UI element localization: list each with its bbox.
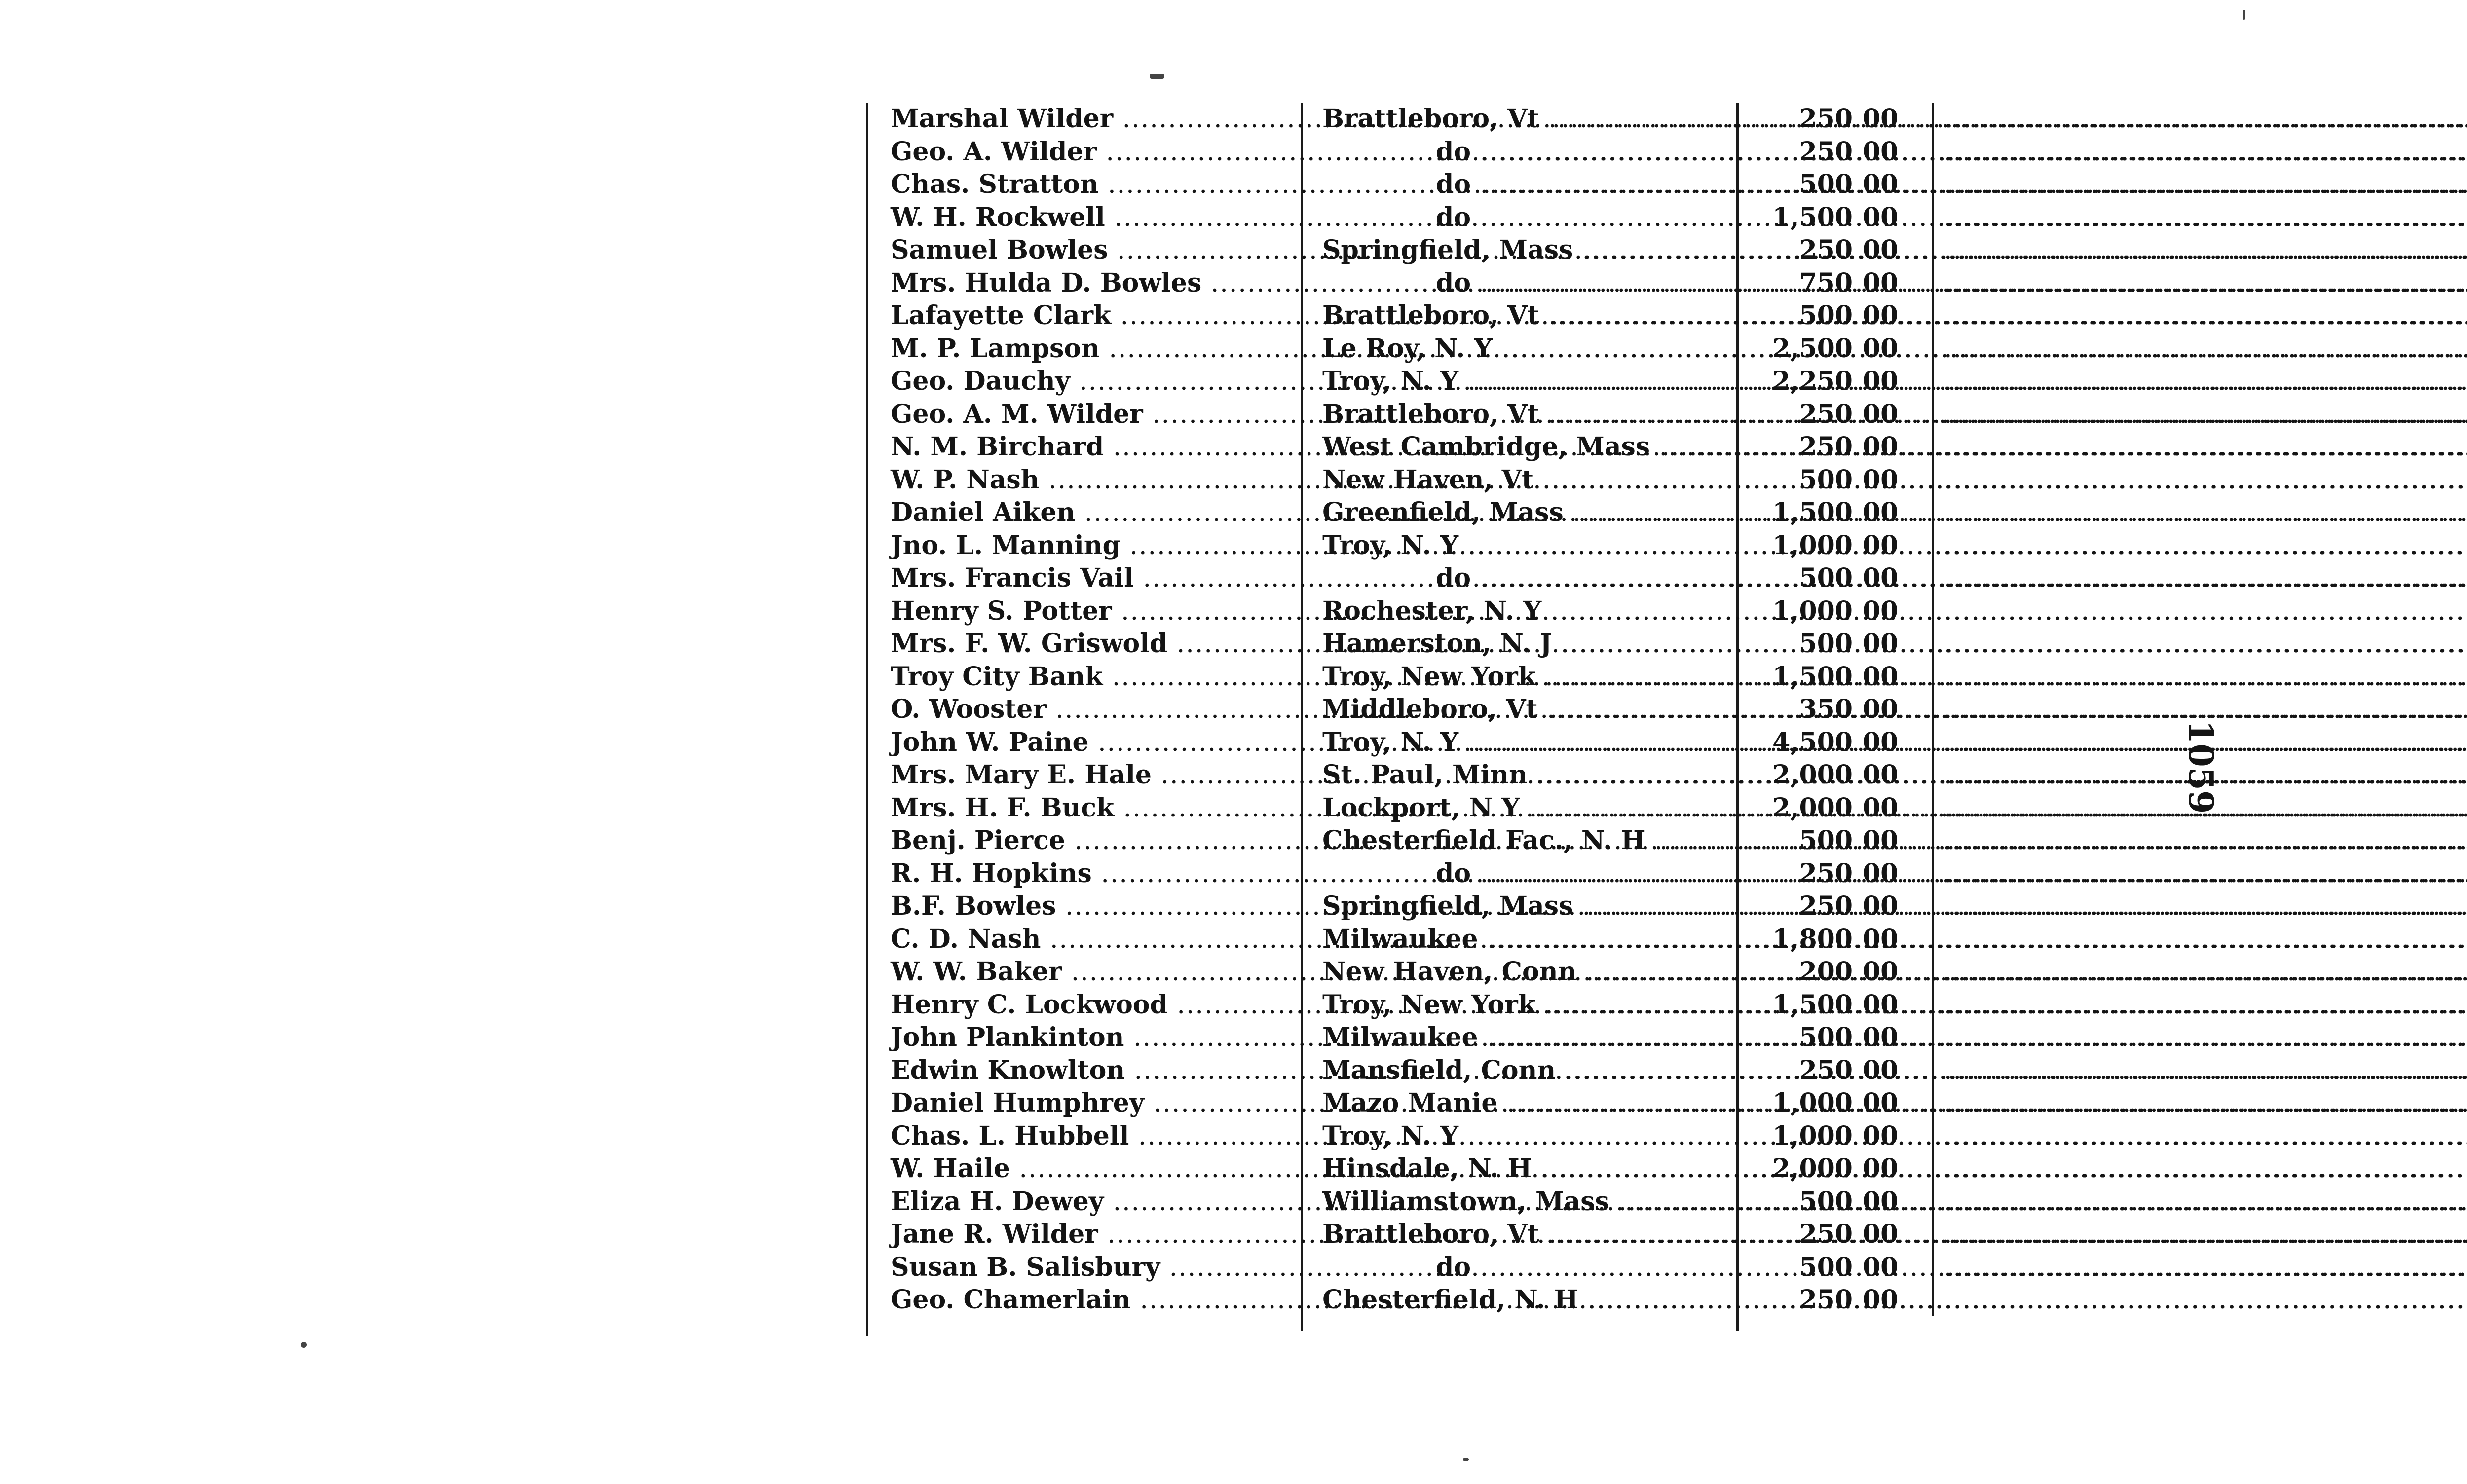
- subscription-amount: 1,000: [1772, 1120, 1853, 1151]
- blank-leader-column: [1944, 299, 2112, 333]
- ledger-row: [861, 365, 2154, 398]
- subscriber-name: B.F. Bowles .....: [891, 890, 1169, 923]
- ledger-row: [861, 923, 2154, 956]
- subscription-cents: 00: [1863, 1219, 1899, 1249]
- subscription-cents: 00: [1863, 792, 1899, 823]
- subscription-cents: 00: [1863, 1285, 1899, 1315]
- subscriber-name: Troy City Bank .....: [891, 661, 1169, 694]
- ledger-row: [861, 628, 2154, 661]
- blank-leader-column: [1944, 562, 2112, 595]
- subscriber-place: New Haven, Conn .....: [1322, 956, 1601, 989]
- subscriber-name: W. W. Baker .....: [891, 956, 1169, 989]
- subscription-cents: 00: [1863, 1252, 1899, 1282]
- subscriber-name: Susan B. Salisbury .....: [891, 1251, 1169, 1284]
- subscription-cents: 00: [1863, 563, 1899, 593]
- subscription-cents: 00: [1863, 891, 1899, 921]
- blank-leader-column: [1944, 1284, 2112, 1317]
- subscription-cents: 00: [1863, 760, 1899, 790]
- subscription-amount: 500: [1799, 563, 1853, 593]
- ledger-row: [861, 1054, 2154, 1087]
- subscriber-name: C. D. Nash .....: [891, 923, 1169, 956]
- subscription-cents: 00: [1863, 957, 1899, 987]
- print-speck: [1463, 1458, 1469, 1461]
- ledger-row: [861, 333, 2154, 366]
- ledger-row: [861, 824, 2154, 857]
- blank-leader-column: [1944, 1120, 2112, 1153]
- subscriber-ledger: [861, 103, 2154, 1317]
- subscriber-place: Brattleboro, Vt .....: [1322, 103, 1601, 136]
- subscription-cents: 00: [1863, 1186, 1899, 1217]
- subscription-amount: 500: [1799, 1022, 1853, 1052]
- subscription-cents: 00: [1863, 366, 1899, 396]
- subscription-cents: 00: [1863, 858, 1899, 889]
- subscription-cents: 00: [1863, 399, 1899, 429]
- subscription-amount: 1,000: [1772, 595, 1853, 626]
- subscription-cents: 00: [1863, 989, 1899, 1020]
- subscription-amount: 250: [1799, 1055, 1853, 1085]
- subscriber-name: Mrs. H. F. Buck .....: [891, 792, 1169, 825]
- ledger-row: [861, 201, 2154, 234]
- ledger-row: [861, 103, 2154, 136]
- subscription-amount: 200: [1799, 957, 1853, 987]
- subscription-amount: 250: [1799, 104, 1853, 134]
- subscription-amount: 1,000: [1772, 530, 1853, 560]
- ledger-row: [861, 496, 2154, 529]
- subscriber-name: Geo. A. M. Wilder .....: [891, 398, 1169, 431]
- subscriber-name: Lafayette Clark .....: [891, 299, 1169, 333]
- ledger-row: [861, 529, 2154, 562]
- blank-leader-column: [1944, 234, 2112, 267]
- subscriber-place: Williamstown, Mass .....: [1322, 1186, 1601, 1219]
- subscription-amount: 250: [1799, 432, 1853, 462]
- subscription-cents: 00: [1863, 1120, 1899, 1151]
- ledger-row: [861, 168, 2154, 201]
- print-speck: [301, 1342, 307, 1348]
- ledger-row: [861, 1087, 2154, 1120]
- subscriber-place: Troy, N. Y .....: [1322, 529, 1601, 562]
- ledger-row: [861, 267, 2154, 300]
- ledger-row: [861, 595, 2154, 628]
- subscriber-place: Brattleboro, Vt .....: [1322, 398, 1601, 431]
- subscription-amount: 250: [1799, 1285, 1853, 1315]
- subscription-amount: 250: [1799, 235, 1853, 265]
- ledger-row: [861, 693, 2154, 726]
- blank-leader-column: [1944, 1218, 2112, 1251]
- blank-leader-column: [1944, 857, 2112, 890]
- subscriber-place: Milwaukee .....: [1322, 923, 1601, 956]
- subscriber-name: John W. Paine .....: [891, 726, 1169, 759]
- subscription-amount: 500: [1799, 825, 1853, 855]
- ledger-row: [861, 1218, 2154, 1251]
- subscriber-name: Mrs. Francis Vail .....: [891, 562, 1169, 595]
- subscription-cents: 00: [1863, 530, 1899, 560]
- subscriber-place: Chesterfield Fac., N. H .....: [1322, 824, 1601, 857]
- ledger-row: [861, 464, 2154, 497]
- subscriber-place: Brattleboro, Vt .....: [1322, 1218, 1601, 1251]
- subscriber-name: W. P. Nash .....: [891, 464, 1169, 497]
- subscription-cents: 00: [1863, 300, 1899, 331]
- blank-leader-column: [1944, 1152, 2112, 1186]
- subscription-amount: 1,000: [1772, 1088, 1853, 1118]
- subscriber-name: Edwin Knowlton .....: [891, 1054, 1169, 1087]
- subscription-cents: 00: [1863, 727, 1899, 757]
- blank-leader-column: [1944, 693, 2112, 726]
- subscription-cents: 00: [1863, 924, 1899, 954]
- ledger-row: [861, 431, 2154, 464]
- ledger-row: [861, 956, 2154, 989]
- subscriber-name: R. H. Hopkins .....: [891, 857, 1169, 890]
- subscriber-name: Jane R. Wilder .....: [891, 1218, 1169, 1251]
- ledger-row: [861, 1120, 2154, 1153]
- ledger-row: [861, 857, 2154, 890]
- blank-leader-column: [1944, 890, 2112, 923]
- blank-leader-column: [1944, 1021, 2112, 1054]
- blank-leader-column: [1944, 726, 2112, 759]
- blank-leader-column: [1944, 759, 2112, 792]
- subscription-amount: 500: [1799, 629, 1853, 659]
- subscriber-name: Mrs. Hulda D. Bowles .....: [891, 267, 1169, 300]
- ledger-row: [861, 1284, 2154, 1317]
- ledger-row: [861, 792, 2154, 825]
- blank-leader-column: [1944, 136, 2112, 169]
- subscription-amount: 500: [1799, 169, 1853, 199]
- blank-leader-column: [1944, 431, 2112, 464]
- blank-leader-column: [1944, 168, 2112, 201]
- subscriber-name: W. H. Rockwell .....: [891, 201, 1169, 234]
- subscriber-place: do .....: [1322, 562, 1601, 595]
- ledger-row: [861, 299, 2154, 333]
- subscriber-place: Le Roy, N. Y .....: [1322, 333, 1601, 366]
- subscription-amount: 250: [1799, 1219, 1853, 1249]
- subscription-cents: 00: [1863, 169, 1899, 199]
- subscriber-place: Mansfield, Conn .....: [1322, 1054, 1601, 1087]
- blank-leader-column: [1944, 824, 2112, 857]
- subscriber-name: Marshal Wilder .....: [891, 103, 1169, 136]
- subscription-cents: 00: [1863, 464, 1899, 495]
- subscription-cents: 00: [1863, 202, 1899, 232]
- subscriber-name: Eliza H. Dewey .....: [891, 1186, 1169, 1219]
- print-speck: [2243, 10, 2245, 20]
- subscriber-place: St. Paul, Minn .....: [1322, 759, 1601, 792]
- subscription-amount: 2,000: [1772, 760, 1853, 790]
- subscriber-place: New Haven, Vt .....: [1322, 464, 1601, 497]
- subscriber-name: Samuel Bowles .....: [891, 234, 1169, 267]
- subscriber-name: Geo. Dauchy .....: [891, 365, 1169, 398]
- subscriber-place: Troy, N. Y .....: [1322, 1120, 1601, 1153]
- subscriber-place: do .....: [1322, 168, 1601, 201]
- blank-leader-column: [1944, 103, 2112, 136]
- subscription-cents: 00: [1863, 1055, 1899, 1085]
- blank-leader-column: [1944, 1054, 2112, 1087]
- subscriber-place: do .....: [1322, 136, 1601, 169]
- subscription-amount: 250: [1799, 891, 1853, 921]
- subscriber-place: Mazo Manie .....: [1322, 1087, 1601, 1120]
- subscription-amount: 350: [1799, 694, 1853, 724]
- ledger-row: [861, 1186, 2154, 1219]
- ledger-row: [861, 759, 2154, 792]
- ledger-row: [861, 890, 2154, 923]
- blank-leader-column: [1944, 464, 2112, 497]
- subscription-amount: 500: [1799, 300, 1853, 331]
- ledger-row: [861, 1152, 2154, 1186]
- ledger-row: [861, 726, 2154, 759]
- ledger-row: [861, 234, 2154, 267]
- blank-leader-column: [1944, 333, 2112, 366]
- blank-leader-column: [1944, 792, 2112, 825]
- blank-leader-column: [1944, 1186, 2112, 1219]
- subscription-amount: 4,500: [1772, 727, 1853, 757]
- subscriber-place: do .....: [1322, 201, 1601, 234]
- subscriber-place: Milwaukee .....: [1322, 1021, 1601, 1054]
- subscription-cents: 00: [1863, 1022, 1899, 1052]
- subscriber-name: Mrs. Mary E. Hale .....: [891, 759, 1169, 792]
- subscriber-place: Hinsdale, N. H .....: [1322, 1152, 1601, 1186]
- subscription-amount: 1,500: [1772, 661, 1853, 692]
- blank-leader-column: [1944, 496, 2112, 529]
- subscriber-place: Troy, N. Y .....: [1322, 365, 1601, 398]
- subscriber-place: Troy, New York .....: [1322, 661, 1601, 694]
- blank-leader-column: [1944, 398, 2112, 431]
- blank-leader-column: [1944, 365, 2112, 398]
- subscriber-name: John Plankinton .....: [891, 1021, 1169, 1054]
- blank-leader-column: [1944, 989, 2112, 1022]
- subscription-amount: 1,500: [1772, 497, 1853, 527]
- subscription-cents: 00: [1863, 694, 1899, 724]
- subscription-cents: 00: [1863, 267, 1899, 298]
- subscriber-place: Middleboro, Vt .....: [1322, 693, 1601, 726]
- subscriber-name: Henry S. Potter .....: [891, 595, 1169, 628]
- subscriber-name: N. M. Birchard .....: [891, 431, 1169, 464]
- subscriber-place: do .....: [1322, 267, 1601, 300]
- subscription-amount: 250: [1799, 399, 1853, 429]
- subscriber-place: Greenfield, Mass .....: [1322, 496, 1601, 529]
- page-number: 1059: [2181, 720, 2220, 814]
- subscription-amount: 2,500: [1772, 333, 1853, 364]
- subscription-cents: 00: [1863, 661, 1899, 692]
- subscriber-name: Jno. L. Manning .....: [891, 529, 1169, 562]
- subscriber-place: Troy, New York .....: [1322, 989, 1601, 1022]
- blank-leader-column: [1944, 628, 2112, 661]
- subscriber-place: Springfield, Mass .....: [1322, 890, 1601, 923]
- subscription-amount: 500: [1799, 1186, 1853, 1217]
- subscription-cents: 00: [1863, 629, 1899, 659]
- subscription-cents: 00: [1863, 333, 1899, 364]
- subscription-amount: 1,500: [1772, 989, 1853, 1020]
- subscriber-place: Brattleboro, Vt .....: [1322, 299, 1601, 333]
- subscription-cents: 00: [1863, 136, 1899, 167]
- subscriber-place: Chesterfield, N. H .....: [1322, 1284, 1601, 1317]
- subscriber-name: O. Wooster .....: [891, 693, 1169, 726]
- subscription-cents: 00: [1863, 497, 1899, 527]
- subscriber-name: Daniel Aiken .....: [891, 496, 1169, 529]
- subscriber-name: M. P. Lampson .....: [891, 333, 1169, 366]
- blank-leader-column: [1944, 661, 2112, 694]
- subscription-amount: 250: [1799, 136, 1853, 167]
- subscription-cents: 00: [1863, 1088, 1899, 1118]
- blank-leader-column: [1944, 923, 2112, 956]
- subscriber-name: Chas. Stratton .....: [891, 168, 1169, 201]
- subscriber-name: Mrs. F. W. Griswold .....: [891, 628, 1169, 661]
- subscriber-name: W. Haile .....: [891, 1152, 1169, 1186]
- ledger-row: [861, 1021, 2154, 1054]
- subscription-amount: 500: [1799, 1252, 1853, 1282]
- subscriber-name: Geo. Chamerlain .....: [891, 1284, 1169, 1317]
- subscriber-name: Henry C. Lockwood .....: [891, 989, 1169, 1022]
- subscription-amount: 2,000: [1772, 1153, 1853, 1184]
- ledger-row: [861, 1251, 2154, 1284]
- subscription-amount: 2,000: [1772, 792, 1853, 823]
- subscription-amount: 2,250: [1772, 366, 1853, 396]
- subscription-cents: 00: [1863, 235, 1899, 265]
- subscriber-name: Daniel Humphrey .....: [891, 1087, 1169, 1120]
- subscription-cents: 00: [1863, 104, 1899, 134]
- blank-leader-column: [1944, 1251, 2112, 1284]
- blank-leader-column: [1944, 201, 2112, 234]
- blank-leader-column: [1944, 1087, 2112, 1120]
- blank-leader-column: [1944, 595, 2112, 628]
- subscription-cents: 00: [1863, 595, 1899, 626]
- subscription-cents: 00: [1863, 825, 1899, 855]
- subscription-amount: 500: [1799, 464, 1853, 495]
- blank-leader-column: [1944, 956, 2112, 989]
- subscriber-place: do .....: [1322, 1251, 1601, 1284]
- blank-leader-column: [1944, 529, 2112, 562]
- ledger-row: [861, 661, 2154, 694]
- ledger-row: [861, 989, 2154, 1022]
- print-speck: [1150, 74, 1164, 79]
- subscriber-name: Chas. L. Hubbell .....: [891, 1120, 1169, 1153]
- subscription-amount: 750: [1799, 267, 1853, 298]
- subscriber-place: Troy, N. Y .....: [1322, 726, 1601, 759]
- subscription-cents: 00: [1863, 1153, 1899, 1184]
- subscriber-name: Geo. A. Wilder .....: [891, 136, 1169, 169]
- subscriber-name: Benj. Pierce .....: [891, 824, 1169, 857]
- ledger-row: [861, 136, 2154, 169]
- subscriber-place: Springfield, Mass .....: [1322, 234, 1601, 267]
- subscriber-place: Hamerston, N. J .....: [1322, 628, 1601, 661]
- subscription-amount: 1,500: [1772, 202, 1853, 232]
- ledger-row: [861, 398, 2154, 431]
- subscription-cents: 00: [1863, 432, 1899, 462]
- blank-leader-column: [1944, 267, 2112, 300]
- subscriber-place: do .....: [1322, 857, 1601, 890]
- subscription-amount: 250: [1799, 858, 1853, 889]
- subscriber-place: West Cambridge, Mass .....: [1322, 431, 1601, 464]
- subscriber-place: Lockport, N Y .....: [1322, 792, 1601, 825]
- subscriber-place: Rochester, N. Y .....: [1322, 595, 1601, 628]
- ledger-row: [861, 562, 2154, 595]
- subscription-amount: 1,800: [1772, 924, 1853, 954]
